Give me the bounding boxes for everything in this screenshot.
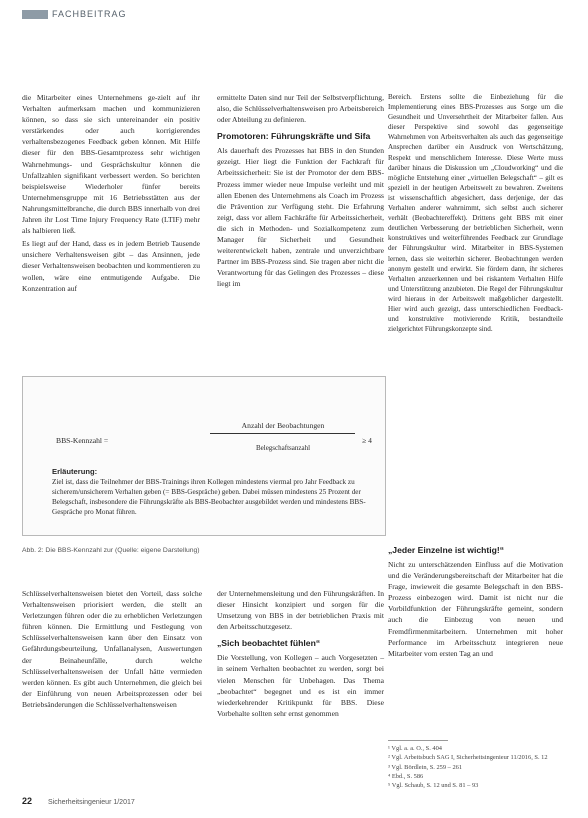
section-heading-promotoren: Promotoren: Führungskräfte und Sifa [217, 131, 371, 142]
formula-explanation [52, 467, 370, 517]
page-number: 22 [22, 796, 33, 806]
fraction-line [210, 433, 355, 434]
column-2-paragraph-2: Als dauerhaft des Prozesses hat BBS in den Stunden gezeigt. Hier liegt die Funktion der Fachkraft für Arbeitssicherheit: Sie ist der Promotor der dem BBS-Prozess immer wieder neue Impulse verleiht und mit allen Ebenen des Unternehmens als Coach im Prozess die Prävention zur Verfügung steht. Die Erfahrung zeigt, dass vor allem Fachkräfte für Arbeitssicherheit, die sich in Methoden- und Sozialkompetenz zum Manager für Sicherheit und Gesundheit weiterentwickelt haben, zentrale und unverzichtbare Partner im BBS-Prozess sind. Sie tragen aber nicht die Verantwortung für das Gelingen des Prozesses – diese liegt im [217, 146, 384, 289]
footnote-item: ³ Vgl. Bördlein, S. 259 – 261 [388, 763, 463, 771]
column-1 [22, 92, 200, 294]
formula-numerator: Anzahl der Beobachtungen [241, 421, 325, 430]
column-1-paragraph-2: Es liegt auf der Hand, dass es in jedem Betrieb Tausende unsichere Verhaltensweisen gibt – das Ansinnen, jede dieser Verhaltensweisen beobachten und kommentieren zu wollen, wäre eine entmutigende Aufgabe. Die Konzentration auf [22, 239, 200, 293]
publication-name: Sicherheitsingenieur 1/2017 [47, 799, 135, 806]
footnote-item: ¹ Vgl. a. a. O., S. 404 [388, 745, 442, 752]
column-3-lower-paragraph: Nicht zu unterschätzenden Einfluss auf die Motivation und die Veränderungsbereitschaft der Mitarbeiter hat die Frage, inwieweit die gesamte Belegschaft in den BBS-Prozess einbezogen wird. Damit ist nicht nur die Vorbildfunktion der Führungskräfte gemeint, sondern auch die Einbezug von neuen und Fremdfirmenmitarbeitern. Unternehmen mit hoher Performance im Arbeitsschutz integrieren neue Mitarbeiter vom ersten Tag an und [388, 560, 563, 658]
column-2-lower [217, 588, 384, 719]
footnote-item: ⁵ Vgl. Schaub, S. 12 und S. 81 – 93 [388, 782, 479, 790]
column-1-paragraph-1: die Mitarbeiter eines Unternehmens ge-zielt auf ihr Verhalten aufmerksam machen und kommunizieren können, so dass sie sich untereinander ein positiv verstärkendes oder auch korrigierendes verhaltensbezogenes Feedback geben können. Mit Hilfe dieser für den BBS-Gesamtprozess sehr wichtigen Wahrnehmungs- und Gesprächskultur können die Unfallzahlen signifikant verbessert werden. So berichten beispielsweise Wiederholer fünfer bereits Unternehmensgruppe mit 16 Betriebsstätten aus der Nahrungsmittelbranche, die durch BBS innerhalb von drei Jahren ihr Lost Time Injury Frequency Rate (LTIF) mehr als halbieren ließ. [22, 93, 200, 236]
column-2-lower-paragraph-2: Die Vorstellung, von Kollegen – auch Vorgesetzten – in seinem Verhalten beobachtet zu werden, sorgt bei vielen Menschen für Unbehagen. Das Thema „beobachtet“ begegnet und es ist ein immer wiederkehrender Kritikpunkt für BBS. Diese Vorbehalte sollten sehr ernst genommen [217, 653, 384, 718]
formula-label: BBS-Kennzahl = [56, 436, 109, 445]
header-color-bar [22, 10, 48, 19]
column-2-paragraph-1: ermittelte Daten sind nur Teil der Selbstverpflichtung, also, die Schlüsselverhaltensweisen pro Arbeitsbereich oder Abteilung zu definieren. [217, 93, 384, 125]
footnotes [388, 744, 563, 790]
column-2 [217, 92, 384, 290]
column-3-lower [388, 545, 563, 659]
section-heading-beobachtet: „Sich beobachtet fühlen“ [217, 638, 321, 649]
explanation-title: Erläuterung: [52, 467, 98, 476]
formula-value: ≥ 4 [362, 436, 372, 445]
page-footer [22, 796, 135, 806]
column-3-paragraph-1: Bereich. Erstens sollte die Einbeziehung für die Implementierung eines BBS-Prozesses aus Sorge um die Gesundheit und Unversehrtheit der Mitarbeiter fallen. Aus dieser Perspektive sind sowohl das gegenseitige Wahrnehmen von Arbeitsverhalten als auch das gegenseitige Ansprechen darüber ein Ausdruck von Wertschätzung, Respekt und menschlichem Interesse. Diese Werte muss darüber hinaus die Diskussion um „Cloudworking“ und die mögliche Entstehung einer „virtuellen Belegschaft“ – gilt es speziell in der heutigen Arbeitswelt zu bewahren. Zweitens ist wissenschaftlich abgesichert, dass derjenige, der das Verhalten anderer wahrnimmt, sich selbst auch sicherer verhält (Beobachtereffekt). Drittens geht BBS mit einer deutlichen Verbesserung der betrieblichen Sicherheit, wenn konstruktives und weiterführendes Feedback zur Grundlage der Führungskultur wird. Mitarbeiter in BBS-Systemen lernen, dass sie weiterhin sicherer. Beobachtungen werden anonym gestellt und erwirkt. Sie fördern dann, ihr sicheres Verhalten anzuerkennen und bei riskantem Verhalten Hilfe und Unterstützung anzubieten. Die Regel der Führungskultur wird hieraus in der Arbeitswelt maßgeblicher dargestellt. Hier wird auch gezeigt, dass unterschiedlichen Feedback- und konstruktive motivierende Kritik, bestandteile zielgerichtet Führungskonzepte sind. [388, 93, 563, 334]
footnote-item: ² Vgl. Arbeitsbuch SAG I, Sicherheitsingenieur 11/2016, S. 12 [388, 754, 548, 762]
column-2-lower-paragraph-1: der Unternehmensleitung und den Führungskräften. In dieser Hinsicht konzipiert und sorgen für die Umsetzung von BBS in der betrieblichen Praxis mit den Arbeitsschutzgesetz. [217, 589, 384, 632]
footnote-item: ⁴ Ebd., S. 586 [388, 772, 424, 780]
column-3 [388, 92, 563, 334]
column-1-lower [22, 588, 202, 710]
figure-caption: Abb. 2: Die BBS-Kennzahl zur (Quelle: eigene Darstellung) [22, 547, 200, 554]
column-1-lower-paragraph: Schlüsselverhaltensweisen bietet den Vorteil, dass solche Verhaltensweisen priorisiert werden, die stellt an Verletzungen führen oder die zu erheblichen Verletzungen führen können. Die Ermittlung und Festlegung von Schlüsselverhaltensweisen kann über den Einsatz von Gefährdungsbeurteilung, Unfallanalysen, Auswertungen der Beinaheunfälle, durch welche Schlüsselverhaltensweisen der Unfall hätte vermieden werden können. Es gibt auch Unternehmen, die gleich bei der Einführung von neuen Arbeitsprozessen oder bei Betriebsänderungen die Schlüsselverhaltensweisen [22, 589, 202, 709]
explanation-text: Ziel ist, dass die Teilnehmer der BBS-Trainings ihren Kollegen mindestens viermal pro Jahr Feedback zu sicherem/unsicherem Verhalten geben (= BBS-Gespräche) geben. Dabei müssen mindestens 25 Prozent der Belegschaft, insbesondere die Führungskräfte als BBS-Beobachter ausgebildet werden und mindestens BBS-Gespräche pro Monat führen. [52, 478, 366, 516]
footnote-rule [388, 740, 448, 741]
formula-denominator: Belegschaftsanzahl [255, 444, 311, 452]
section-label: FACHBEITRAG [52, 9, 127, 19]
section-heading-jeder-einzelne: „Jeder Einzelne ist wichtig!“ [388, 545, 505, 555]
